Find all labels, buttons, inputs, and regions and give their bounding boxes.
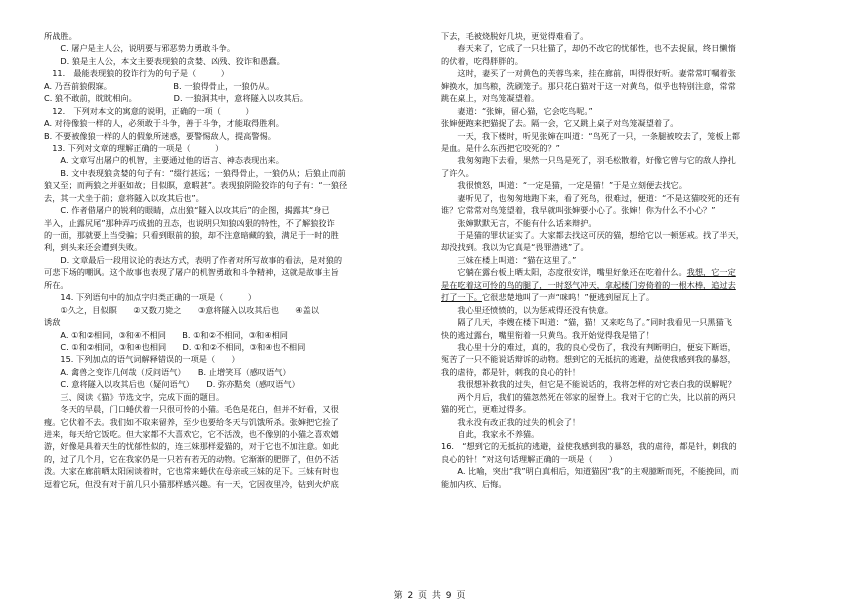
text-line	[44, 92, 422, 104]
line-text: 12. 下列对本文的寓意的说明，正确的一项（ ）	[44, 105, 254, 116]
text-line	[441, 192, 827, 204]
text-line	[44, 80, 422, 92]
line-text: 两个月后，我们的猫忽然死在邻家的屋脊上。我对于它的亡失，比以前的两只	[441, 391, 736, 402]
text-line	[441, 316, 827, 328]
text-line	[441, 279, 827, 291]
line-text: 的伏着，吃得胖胖的。	[441, 55, 523, 66]
line-text: 张婶便跑来把猫捉了去。隔一会，它又跳上桌子对鸟笼凝望着了。	[441, 118, 679, 129]
line-text: 猫的死亡，更难过得多。	[441, 404, 532, 415]
text-line	[44, 105, 422, 117]
text-line	[44, 316, 422, 328]
text-line	[44, 167, 422, 179]
line-text: 冤苦了一只不能说话辩诉的动物。想到它的无抵抗的逃避，益使我感到我的暴怒，	[441, 354, 736, 365]
text-line	[441, 92, 827, 104]
text-line	[441, 440, 827, 452]
line-text: 所在。	[44, 279, 69, 290]
line-text: B. 文中表现狼贪婪的句子有：“缀行甚远；一狼得骨止，一狼仍从；后狼止而前	[44, 167, 346, 178]
text-line	[441, 428, 827, 440]
line-text: 快的逃过露台，嘴里衔着一只黄鸟。我开始觉得我是错了！	[441, 329, 654, 340]
text-line	[441, 391, 827, 403]
line-text: 瘦。它伏着不去。我们如不取来留养，至少也要给冬天与饥饿所杀。张婶把它捡了	[44, 416, 339, 427]
line-text: 的一面，那就要上当受骗；只看到眼前的狼，却不注意暗藏的狼，满足于一时的胜	[44, 230, 339, 240]
line-text: A. ①和②相同，③和④不相同 B. ①和②不相同，③和④相同	[44, 329, 288, 340]
text-line	[441, 403, 827, 415]
text-line	[441, 366, 827, 378]
text-line	[441, 453, 827, 465]
text-line	[44, 391, 422, 403]
line-text: ①久之，目似瞑 ②又数刀毙之 ③意将隧入以攻其后也 ④盖以	[44, 304, 319, 315]
line-text: 张婶默默无言，不能有什么话来辩护。	[441, 217, 597, 228]
line-text: 游，好像是具着天生的忧郁性似的，连三妹那样爱猫的，对于它也不加注意。如此	[44, 441, 339, 452]
line-text: A. 禽兽之变诈几何哉（反问语气） B. 止增笑耳（感叹语气）	[44, 366, 291, 377]
line-text: 我心里还愤愤的，以为惩戒得还没有快意。	[441, 304, 613, 315]
right-column	[441, 30, 827, 575]
text-line	[441, 478, 827, 490]
underlined-text: 打了一下。	[441, 292, 482, 303]
text-line	[44, 378, 422, 390]
text-line	[44, 266, 422, 278]
text-line	[441, 130, 827, 142]
text-line	[44, 341, 422, 353]
line-text: 三、阅读《猫》节选文字，完成下面的题目。	[44, 391, 225, 402]
text-line	[44, 403, 422, 415]
line-text: 隔了几天，李嫂在楼下叫道：“猫，猫！又来吃鸟了。”同时我看见一只黑猫飞	[441, 317, 732, 328]
text-line	[44, 130, 422, 142]
text-line	[44, 241, 422, 253]
line-text: 春天来了，它成了一只壮猫了，却仍不改它的忧郁性，也不去捉鼠，终日懒惰	[441, 43, 736, 54]
text-line	[44, 30, 422, 42]
line-text: C. 狼不敢前，眈眈相向。 D. 一狼洞其中，意将隧入以攻其后。	[44, 93, 308, 104]
line-text: 三妹在楼上叫道：“猫在这里了。”	[441, 254, 577, 265]
text-line	[44, 142, 422, 154]
text-line	[441, 105, 827, 117]
line-text: 所战胜。	[44, 31, 77, 41]
text-line	[441, 353, 827, 365]
line-text: 却没找到。我以为它真是“畏罪潜逃”了。	[441, 242, 589, 253]
line-text: 我永没有改正我的过失的机会了！	[441, 416, 581, 427]
text-line	[44, 291, 422, 303]
text-line	[441, 241, 827, 253]
line-text: 11. 最能表现狼的狡诈行为的句子是（ ）	[44, 68, 229, 79]
line-text: 一天，我下楼时，听见张婶在叫道：“鸟死了一只，一条腿被咬去了，笼板上都	[441, 130, 740, 141]
line-text: 诱敌	[44, 317, 61, 328]
text-line	[441, 117, 827, 129]
line-text: 了许久。	[441, 167, 474, 178]
text-line	[441, 67, 827, 79]
line-text: 我匆匆跑下去看，果然一只鸟是死了，羽毛松散着，好像它曾与它的敌人挣扎	[441, 155, 736, 166]
line-text: 妻听见了，也匆匆地跑下来，看了死鸟，很难过，便道：“不是这猫咬死的还有	[441, 192, 740, 203]
text-line	[441, 179, 827, 191]
line-text: A. 比喻，突出“我”明白真相后，知道猫因“我”的主观臆断而死，不能挽回，而	[441, 466, 739, 477]
text-line	[441, 204, 827, 216]
text-line	[44, 154, 422, 166]
line-text: 半入，止露尻尾”那种弄巧成拙的丑态，也说明只知狼凶狠的特性，不了解狼狡诈	[44, 217, 335, 228]
line-text: 我心里十分的难过，真的，我的良心受伤了，我没有判断明白，便妄下断语，	[441, 341, 736, 352]
text-line	[44, 329, 422, 341]
text-line	[44, 204, 422, 216]
line-text: 15. 下列加点的语气词解释错误的一项是（ ）	[44, 354, 240, 365]
text-line	[44, 67, 422, 79]
text-line	[441, 291, 827, 303]
text-line	[44, 453, 422, 465]
line-text: 下去，毛被烧脱好几块，更觉得难看了。	[441, 31, 589, 41]
line-text: 14. 下列语句中的加点字归类正确的一项是（ ）	[44, 292, 257, 303]
line-text: 于是猫的罪状证实了。大家都去找这可厌的猫，想给它以一顿惩戒。找了半天，	[441, 230, 744, 240]
line-text: 谁？它常常对鸟笼望着，我早就叫张婶要小心了。张婶！你为什么不小心？”	[441, 205, 716, 216]
line-text: 冬天的早晨，门口蜷伏着一只很可怜的小猫。毛色是花白，但并不好看，又很	[44, 404, 339, 415]
left-column	[44, 30, 422, 575]
text-line	[44, 217, 422, 229]
line-text: 狼又至；而两狼之并驱如故；目似瞑，意暇甚”。表现狼阴险狡诈的句子有：“一狼径	[44, 180, 348, 191]
line-text: C. ①和②相同，③和④也相同 D. ①和②不相同，③和④也不相同	[44, 341, 306, 352]
line-text: 我的虐待，都是针，刺我的良心的针！	[441, 366, 581, 377]
text-line	[441, 229, 827, 241]
line-text: C. 作者借屠户的锐利的眼睛，点出狼“隧入以攻其后”的企图，揭露其“身已	[44, 205, 330, 216]
text-line	[44, 428, 422, 440]
text-line	[441, 167, 827, 179]
text-line	[44, 279, 422, 291]
line-text: 进来，每天给它饭吃。但大家都不大喜欢它，它不活泼，也不像别的小猫之喜欢嬉	[44, 429, 339, 439]
text-line	[441, 142, 827, 154]
line-text: 婶换水，加鸟粮，洗刷笼子。那只花白猫对于这一对黄鸟，似乎也特别注意，常常	[441, 80, 736, 91]
line-text: 泼。大家在廊前晒太阳闲谈着时，它也常来蜷伏在母亲或三妹的足下。三妹有时也	[44, 466, 339, 477]
line-text: 去，其一犬坐于前；意将隧入以攻其后也”。	[44, 192, 204, 203]
text-line	[441, 416, 827, 428]
line-text: A. 乃吾前狼假寐。 B. 一狼得骨止，一狼仍从。	[44, 80, 275, 91]
line-text: D. 文章最后一段用议论的表达方式，表明了作者对所写故事的看法，是对狼的	[44, 254, 343, 265]
line-text: D. 狼是主人公，本文主要表现狼的贪婪、凶残、狡诈和愚蠢。	[44, 55, 285, 66]
line-text: 逗着它玩，但没有对于前几只小猫那样感兴趣。有一天，它因夜里冷，钻到火炉底	[44, 478, 339, 489]
text-line	[44, 465, 422, 477]
text-line	[44, 229, 422, 241]
text-line	[441, 254, 827, 266]
text-line	[441, 42, 827, 54]
underlined-text: 是在吃着这可怜的鸟的腿了，一时怒气冲天，拿起楼门旁倚着的一根木棒，追过去	[441, 279, 736, 290]
text-line	[441, 55, 827, 67]
text-line	[441, 329, 827, 341]
line-text-cont: 它很悲楚地叫了一声“咪呜！”便逃到屋瓦上了。	[481, 292, 655, 303]
text-line	[441, 266, 827, 278]
line-text: 可悲下场的嘲讽。这个故事也表现了屠户的机智勇敢和斗争精神，这就是故事主旨	[44, 267, 339, 278]
text-line	[44, 416, 422, 428]
text-line	[441, 80, 827, 92]
line-text: A. 对待像狼一样的人，必须敢于斗争，善于斗争，才能取得胜利。	[44, 118, 284, 129]
text-line	[44, 117, 422, 129]
line-text: 我很愤怒，叫道：“一定是猫，一定是猫！”于是立刻便去找它。	[441, 180, 687, 191]
text-line	[441, 465, 827, 477]
text-line	[441, 30, 827, 42]
line-text: 妻道：“张婶，留心猫，它会吃鸟呢。”	[441, 105, 593, 116]
text-line	[44, 55, 422, 67]
page-footer: 第 2 页 共 9 页	[393, 591, 467, 601]
line-text: 它躺在露台板上晒太阳，态度很安详，嘴里好象还在吃着什么。	[441, 267, 687, 278]
line-text: B. 不要被像狼一样的人的假象所迷惑，要警惕敌人，提高警惕。	[44, 130, 276, 141]
text-line	[441, 304, 827, 316]
text-line	[44, 254, 422, 266]
text-line	[44, 192, 422, 204]
line-text: 13. 下列对文章的理解正确的一项是（ ）	[44, 142, 224, 153]
line-text: C. 意将隧入以攻其后也（疑问语气） D. 弥亦黠矣（感叹语气）	[44, 379, 300, 390]
text-line	[44, 179, 422, 191]
text-line	[441, 217, 827, 229]
text-line	[44, 478, 422, 490]
text-line	[44, 440, 422, 452]
line-text: 是血。是什么东西把它咬死的？”	[441, 142, 560, 153]
underlined-text: 我想，它一定	[686, 267, 736, 278]
line-text: 我很想补救我的过失，但它是不能说话的，我将怎样的对它表白我的误解呢？	[441, 379, 736, 390]
line-text: 能加内疚、后悔。	[441, 478, 507, 489]
line-text: 自此，我家永不养猫。	[441, 429, 540, 439]
text-line	[441, 378, 827, 390]
text-line	[44, 353, 422, 365]
line-text: 良心的针！”对这句话理解正确的一项是（ ）	[441, 453, 618, 464]
line-text: 利，到头来还会遭到失败。	[44, 242, 143, 253]
text-line	[441, 154, 827, 166]
line-text: 的，过了几个月，它在我家仍是一只若有若无的动物。它渐渐的肥胖了，但仍不活	[44, 453, 339, 464]
text-line	[441, 341, 827, 353]
line-text: C. 屠户是主人公，说明要与邪恶势力勇敢斗争。	[44, 43, 236, 54]
text-line	[44, 42, 422, 54]
line-text: 这时，妻买了一对黄色的芙蓉鸟来，挂在廊前，叫得很好听。妻常常叮嘱着张	[441, 68, 736, 79]
line-text: 16. “想到它的无抵抗的逃避，益使我感到我的暴怒，我的虐待，都是针，刺我的	[441, 441, 737, 452]
line-text: 跳在桌上，对鸟笼凝望着。	[441, 93, 540, 104]
line-text: A. 文章写出屠户的机智，主要通过他的语言、神态表现出来。	[44, 155, 284, 166]
text-line	[44, 304, 422, 316]
text-line	[44, 366, 422, 378]
